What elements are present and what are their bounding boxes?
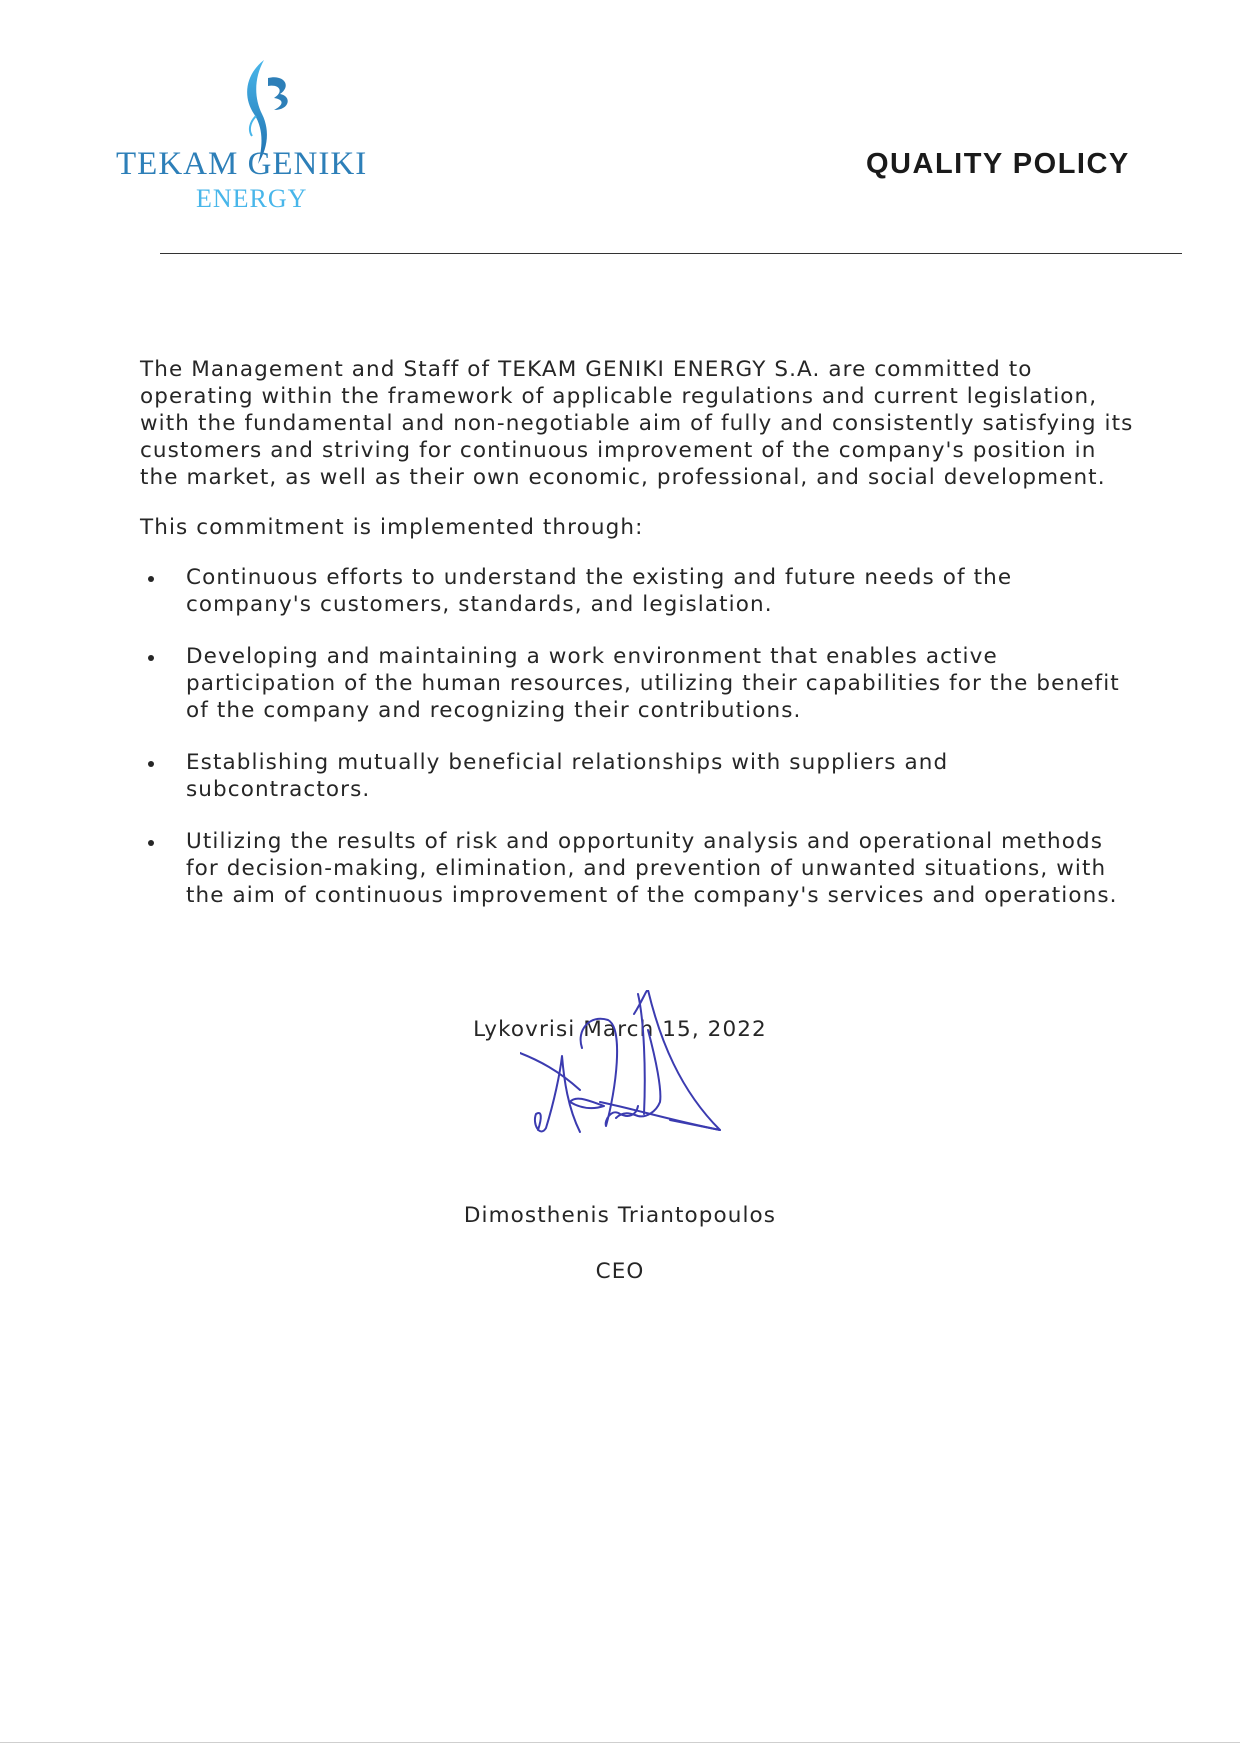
logo-wordmark: TEKAM GENIKI xyxy=(116,146,368,182)
list-item xyxy=(140,749,1140,803)
logo-subtitle: ENERGY xyxy=(196,184,308,213)
list-item-text: Establishing mutually beneficial relationships with suppliers and subcontractors. xyxy=(186,750,949,802)
list-item-text: Utilizing the results of risk and opportunity analysis and operational methods for decision-making, elimination, and prevention of unwanted situations, with the aim of continuous improvement of the company's services and operations. xyxy=(186,829,1118,908)
list-item xyxy=(140,643,1140,724)
bullet-icon xyxy=(148,576,154,582)
handwritten-signature-icon xyxy=(520,990,800,1180)
bullet-icon xyxy=(148,655,154,661)
policy-body xyxy=(140,356,1140,934)
signature-place-date: Lykovrisi March 15, 2022 xyxy=(473,1017,767,1042)
commitment-list xyxy=(140,564,1140,909)
list-item-text: Developing and maintaining a work environment that enables active participation of the human resources, utilizing their capabilities for the benefit of the company and recognizing their contributions. xyxy=(186,644,1120,723)
bullet-icon xyxy=(148,840,154,846)
bullet-icon xyxy=(148,761,154,767)
footer-divider xyxy=(0,1742,1240,1743)
document-title: QUALITY POLICY xyxy=(866,148,1130,180)
signatory-role: CEO xyxy=(595,1259,645,1284)
signatory-name: Dimosthenis Triantopoulos xyxy=(463,1203,777,1228)
intro-paragraph: The Management and Staff of TEKAM GENIKI ENERGY S.A. are committed to operating within the framework of applicable regulations and current legislation, with the fundamental and non-negotiable aim of fully and consistently satisfying its customers and striving for continuous improvement of the company's position in the market, as well as their own economic, professional, and social development. xyxy=(140,357,1134,490)
list-item-text: Continuous efforts to understand the existing and future needs of the company's customers, standards, and legislation. xyxy=(186,565,1013,617)
header-divider xyxy=(160,253,1182,254)
list-item xyxy=(140,564,1140,618)
lead-sentence: This commitment is implemented through: xyxy=(140,515,644,540)
list-item xyxy=(140,828,1140,909)
